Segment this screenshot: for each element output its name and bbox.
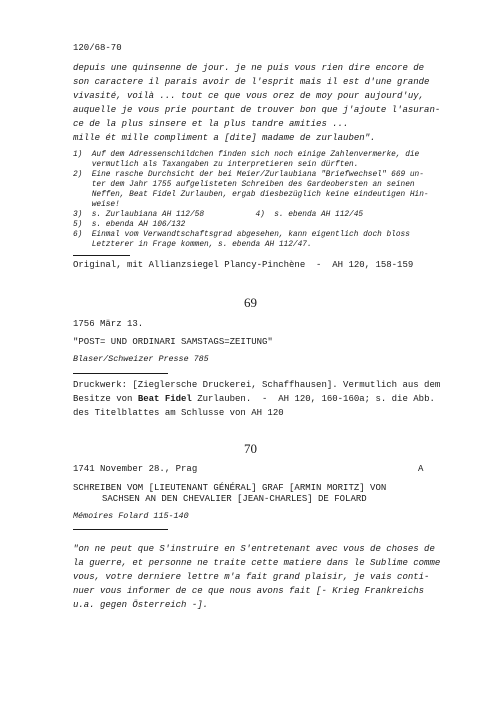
quote-line: "on ne peut que S'instruire en S'entretenant avec vous de choses de <box>73 544 435 554</box>
page-reference: 120/68-70 <box>73 43 122 53</box>
letter-line: vivasité, voilà ... tout ce que vous orez de moy pour aujourd'uy, <box>73 91 425 101</box>
letter-line: son caractere il parais avoir de l'esprit mais il est d'une grande <box>73 77 430 87</box>
quote-line: nuer vous informer de ce que nous avons fait [- Krieg Frankreichs <box>73 586 425 596</box>
quote-line: la guerre, et personne ne traite cette matiere dans le Sublime comme <box>73 558 441 568</box>
footnote-line: 5) s. ebenda AH 106/132 <box>73 221 186 229</box>
entry-title-line: SACHSEN AN DEN CHEVALIER [JEAN-CHARLES] DE FOLARD <box>102 494 367 504</box>
entry-reference: Blaser/Schweizer Presse 785 <box>73 354 209 364</box>
entry-marker: A <box>418 464 424 474</box>
entry-note-line <box>73 393 435 407</box>
quote-line: vous, votre derniere lettre m'a fait grand plaisir, je vais conti- <box>73 572 430 582</box>
footnote-line: Letzterer in Frage kommen, s. ebenda AH 112/47. <box>73 241 312 249</box>
source-note: Original, mit Allianzsiegel Plancy-Pinchène - AH 120, 158-159 <box>73 260 414 270</box>
footnote-line: vermutlich als Taxangaben zu interpretieren sein dürften. <box>73 161 359 169</box>
divider-rule <box>73 373 168 374</box>
entry-note-line: des Titelblattes am Schlusse von AH 120 <box>73 408 284 418</box>
note-text: Zurlauben. - AH 120, 160-160a; s. die Abb. <box>191 394 435 404</box>
divider-rule <box>73 255 130 256</box>
footnote-line: weise! <box>73 201 120 209</box>
entry-number: 69 <box>244 295 257 310</box>
entry-title-line: SCHREIBEN VOM [LIEUTENANT GÉNÉRAL] GRAF [ARMIN MORITZ] VON <box>73 483 387 493</box>
letter-line: auquelle je vous prie pourtant de trouver bon que j'ajoute l'asuran- <box>73 105 441 115</box>
entry-title: "POST= UND ORDINARI SAMSTAGS=ZEITUNG" <box>73 337 273 347</box>
footnote-line: 3) s. Zurlaubiana AH 112/58 4) s. ebenda AH 112/45 <box>73 211 364 219</box>
footnote-line: Neffen, Beat Fidel Zurlauben, ergab diesbezüglich keine eindeutigen Hin- <box>73 191 429 199</box>
quote-line: u.a. gegen Österreich -]. <box>73 600 209 610</box>
entry-number: 70 <box>244 441 257 456</box>
entry-reference: Mémoires Folard 115-140 <box>73 511 189 521</box>
letter-line: ce de la plus sinsere et la plus tandre amities ... <box>73 119 349 129</box>
note-text: Besitze von <box>73 394 138 404</box>
letter-line: depuis une quinsenne de jour. je ne puis vous rien dire encore de <box>73 63 425 73</box>
entry-date: 1756 März 13. <box>73 319 144 329</box>
divider-rule <box>73 529 168 530</box>
letter-line: mille ét mille compliment a [dite] madame de zurlauben". <box>73 133 376 143</box>
footnote-line: 6) Einmal vom Verwandtschaftsgrad abgesehen, kann eigentlich doch bloss <box>73 231 410 239</box>
note-bold-name: Beat Fidel <box>137 394 192 404</box>
footnote-line: 1) Auf dem Adressenschildchen finden sich noch einige Zahlenvermerke, die <box>73 151 420 159</box>
footnote-line: ter dem Jahr 1755 aufgelisteten Schreiben des Gardeobersten an seinen <box>73 181 415 189</box>
footnote-line: 2) Eine rasche Durchsicht der bei Meier/Zurlaubiana "Briefwechsel" 669 un- <box>73 171 424 179</box>
entry-note-line: Druckwerk: [Zieglersche Druckerei, Schaffhausen]. Vermutlich aus dem <box>73 380 441 390</box>
entry-date: 1741 November 28., Prag <box>73 464 198 474</box>
